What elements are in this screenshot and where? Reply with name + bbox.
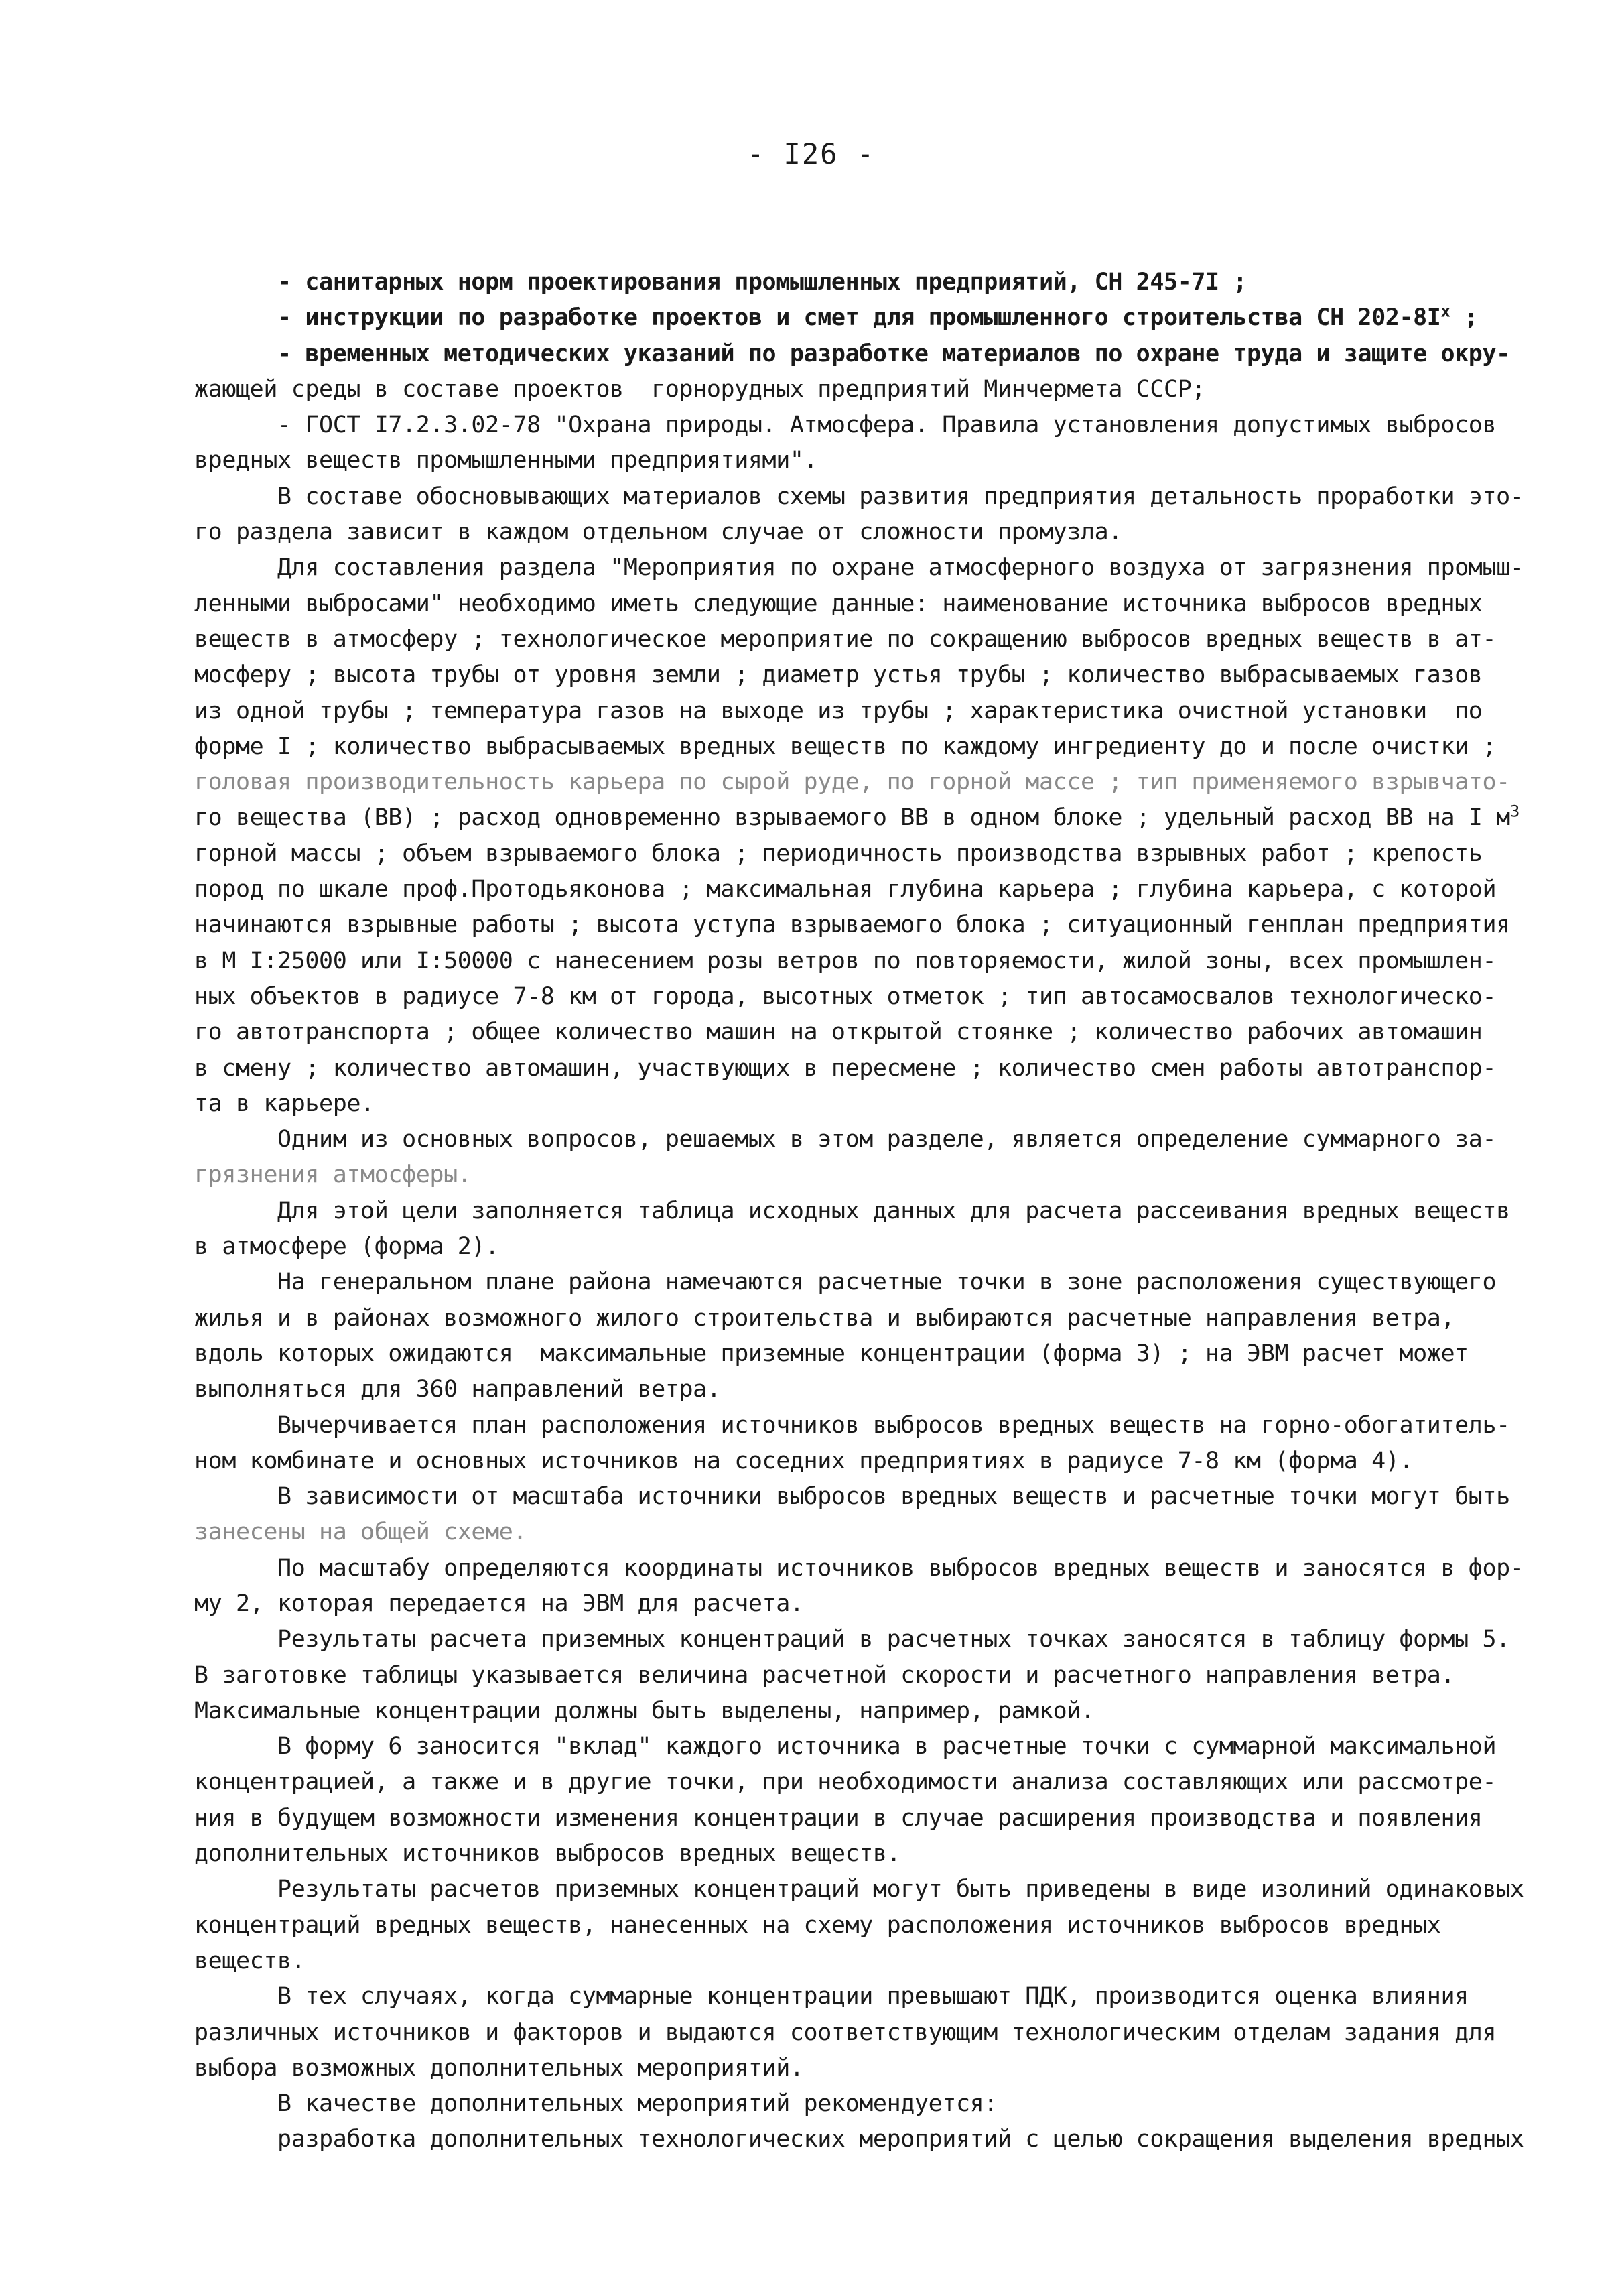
- text-line: ния в будущем возможности изменения концентрации в случае расширения производства и появления: [194, 1804, 1483, 1832]
- text-line: В зависимости от масштаба источники выбросов вредных веществ и расчетные точки могут быть: [194, 1483, 1510, 1511]
- text-line: вдоль которых ожидаются максимальные приземные концентрации (форма 3) ; на ЭВМ расчет может: [194, 1340, 1469, 1367]
- text-line: вредных веществ промышленными предприятиями".: [194, 447, 818, 474]
- text-line: жилья и в районах возможного жилого строительства и выбираются расчетные направления ветра,: [194, 1304, 1455, 1332]
- text-line: ном комбинате и основных источников на соседних предприятиях в радиусе 7-8 км (форма 4).: [194, 1447, 1414, 1474]
- text-line: ленными выбросами" необходимо иметь следующие данные: наименование источника выбросов вредных: [194, 590, 1483, 617]
- text-line: го раздела зависит в каждом отдельном случае от сложности промузла.: [194, 519, 1123, 546]
- text-line: в М I:25000 или I:50000 с нанесением розы ветров по повторяемости, жилой зоны, всех промышлен-: [194, 947, 1497, 974]
- text-line-content: - инструкции по разработке проектов и смет для промышленного строительства СН 202-8I: [194, 304, 1441, 332]
- text-line: головая производительность карьера по сырой руде, по горной массе ; тип применяемого взрывчато-: [194, 769, 1510, 796]
- text-line: Одним из основных вопросов, решаемых в этом разделе, является определение суммарного за-: [194, 1126, 1497, 1153]
- body-text: [194, 265, 1524, 2158]
- text-line: дополнительных источников выбросов вредных веществ.: [194, 1840, 901, 1868]
- text-line: му 2, которая передается на ЭВМ для расчета.: [194, 1590, 804, 1617]
- text-line: В тех случаях, когда суммарные концентрации превышают ПДК, производится оценка влияния: [194, 1983, 1469, 2011]
- text-line: [194, 800, 1521, 836]
- text-line: веществ.: [194, 1947, 306, 1974]
- text-line: разработка дополнительных технологических мероприятий с целью сокращения выделения вредных: [194, 2126, 1524, 2153]
- text-line: та в карьере.: [194, 1090, 375, 1117]
- text-line: веществ в атмосферу ; технологическое мероприятие по сокращению выбросов вредных веществ в ат-: [194, 625, 1497, 653]
- text-line: горной массы ; объем взрываемого блока ; периодичность производства взрывных работ ; крепость: [194, 840, 1483, 867]
- text-line: начинаются взрывные работы ; высота уступа взрываемого блока ; ситуационный генплан предприятия: [194, 911, 1510, 939]
- text-line: мосферу ; высота трубы от уровня земли ; диаметр устья трубы ; количество выбрасываемых газов: [194, 661, 1483, 689]
- text-line: - временных методических указаний по разработке материалов по охране труда и защите окру-: [194, 340, 1510, 367]
- text-line: В заготовке таблицы указывается величина расчетной скорости и расчетного направления ветра.: [194, 1661, 1455, 1689]
- text-line: выполняться для 360 направлений ветра.: [194, 1376, 721, 1403]
- line-end-mark: ;: [1450, 304, 1478, 332]
- text-line: занесены на общей схеме.: [194, 1519, 527, 1546]
- text-line: Для этой цели заполняется таблица исходных данных для расчета рассеивания вредных веществ: [194, 1197, 1510, 1224]
- text-line: форме I ; количество выбрасываемых вредных веществ по каждому ингредиенту до и после очистки ;: [194, 732, 1497, 760]
- text-line: В качестве дополнительных мероприятий рекомендуется:: [194, 2090, 998, 2118]
- text-line: Для составления раздела "Мероприятия по охране атмосферного воздуха от загрязнения промыш-: [194, 554, 1524, 582]
- text-line: [194, 300, 1521, 336]
- text-line: го автотранспорта ; общее количество машин на открытой стоянке ; количество рабочих автомашин: [194, 1019, 1483, 1046]
- text-line: ных объектов в радиусе 7-8 км от города, высотных отметок ; тип автосамосвалов технологическо-: [194, 982, 1497, 1010]
- text-line: Результаты расчета приземных концентраций в расчетных точках заносятся в таблицу формы 5.: [194, 1626, 1510, 1653]
- text-line: Результаты расчетов приземных концентраций могут быть приведены в виде изолиний одинаковых: [194, 1876, 1524, 1903]
- text-line: В форму 6 заносится "вклад" каждого источника в расчетные точки с суммарной максимальной: [194, 1733, 1497, 1761]
- superscript-x: х: [1440, 302, 1450, 321]
- text-line: в смену ; количество автомашин, участвующих в пересмене ; количество смен работы автотранспор-: [194, 1054, 1497, 1082]
- text-line: - санитарных норм проектирования промышленных предприятий, СН 245-7I ;: [194, 269, 1247, 296]
- text-line: Максимальные концентрации должны быть выделены, например, рамкой.: [194, 1697, 1095, 1724]
- superscript-3: 3: [1509, 802, 1519, 821]
- text-line: концентраций вредных веществ, нанесенных на схему расположения источников выбросов вредных: [194, 1911, 1441, 1939]
- page-number: - I26 -: [746, 137, 875, 170]
- text-line: - ГОСТ I7.2.3.02-78 "Охрана природы. Атмосфера. Правила установления допустимых выбросов: [194, 411, 1497, 439]
- text-line: концентрацией, а также и в другие точки, при необходимости анализа составляющих или рассмотре-: [194, 1769, 1497, 1796]
- text-line: В составе обосновывающих материалов схемы развития предприятия детальность проработки это-: [194, 483, 1524, 510]
- text-line: жающей среды в составе проектов горнорудных предприятий Минчермета СССР;: [194, 375, 1206, 403]
- text-line: из одной трубы ; температура газов на выходе из трубы ; характеристика очистной установки по: [194, 697, 1483, 724]
- text-line: Вычерчивается план расположения источников выбросов вредных веществ на горно-обогатитель-: [194, 1411, 1510, 1439]
- text-line: По масштабу определяются координаты источников выбросов вредных веществ и заносятся в фор-: [194, 1554, 1524, 1582]
- text-line: грязнения атмосферы.: [194, 1161, 472, 1189]
- text-line-content: го вещества (ВВ) ; расход одновременно взрываемого ВВ в одном блоке ; удельный расход ВВ на I м: [194, 804, 1510, 832]
- text-line: в атмосфере (форма 2).: [194, 1233, 499, 1261]
- text-line: различных источников и факторов и выдаются соответствующим технологическим отделам задания для: [194, 2019, 1497, 2046]
- text-line: На генеральном плане района намечаются расчетные точки в зоне расположения существующего: [194, 1269, 1497, 1296]
- text-line: выбора возможных дополнительных мероприятий.: [194, 2054, 804, 2082]
- text-line: пород по шкале проф.Протодьяконова ; максимальная глубина карьера ; глубина карьера, с которой: [194, 876, 1497, 903]
